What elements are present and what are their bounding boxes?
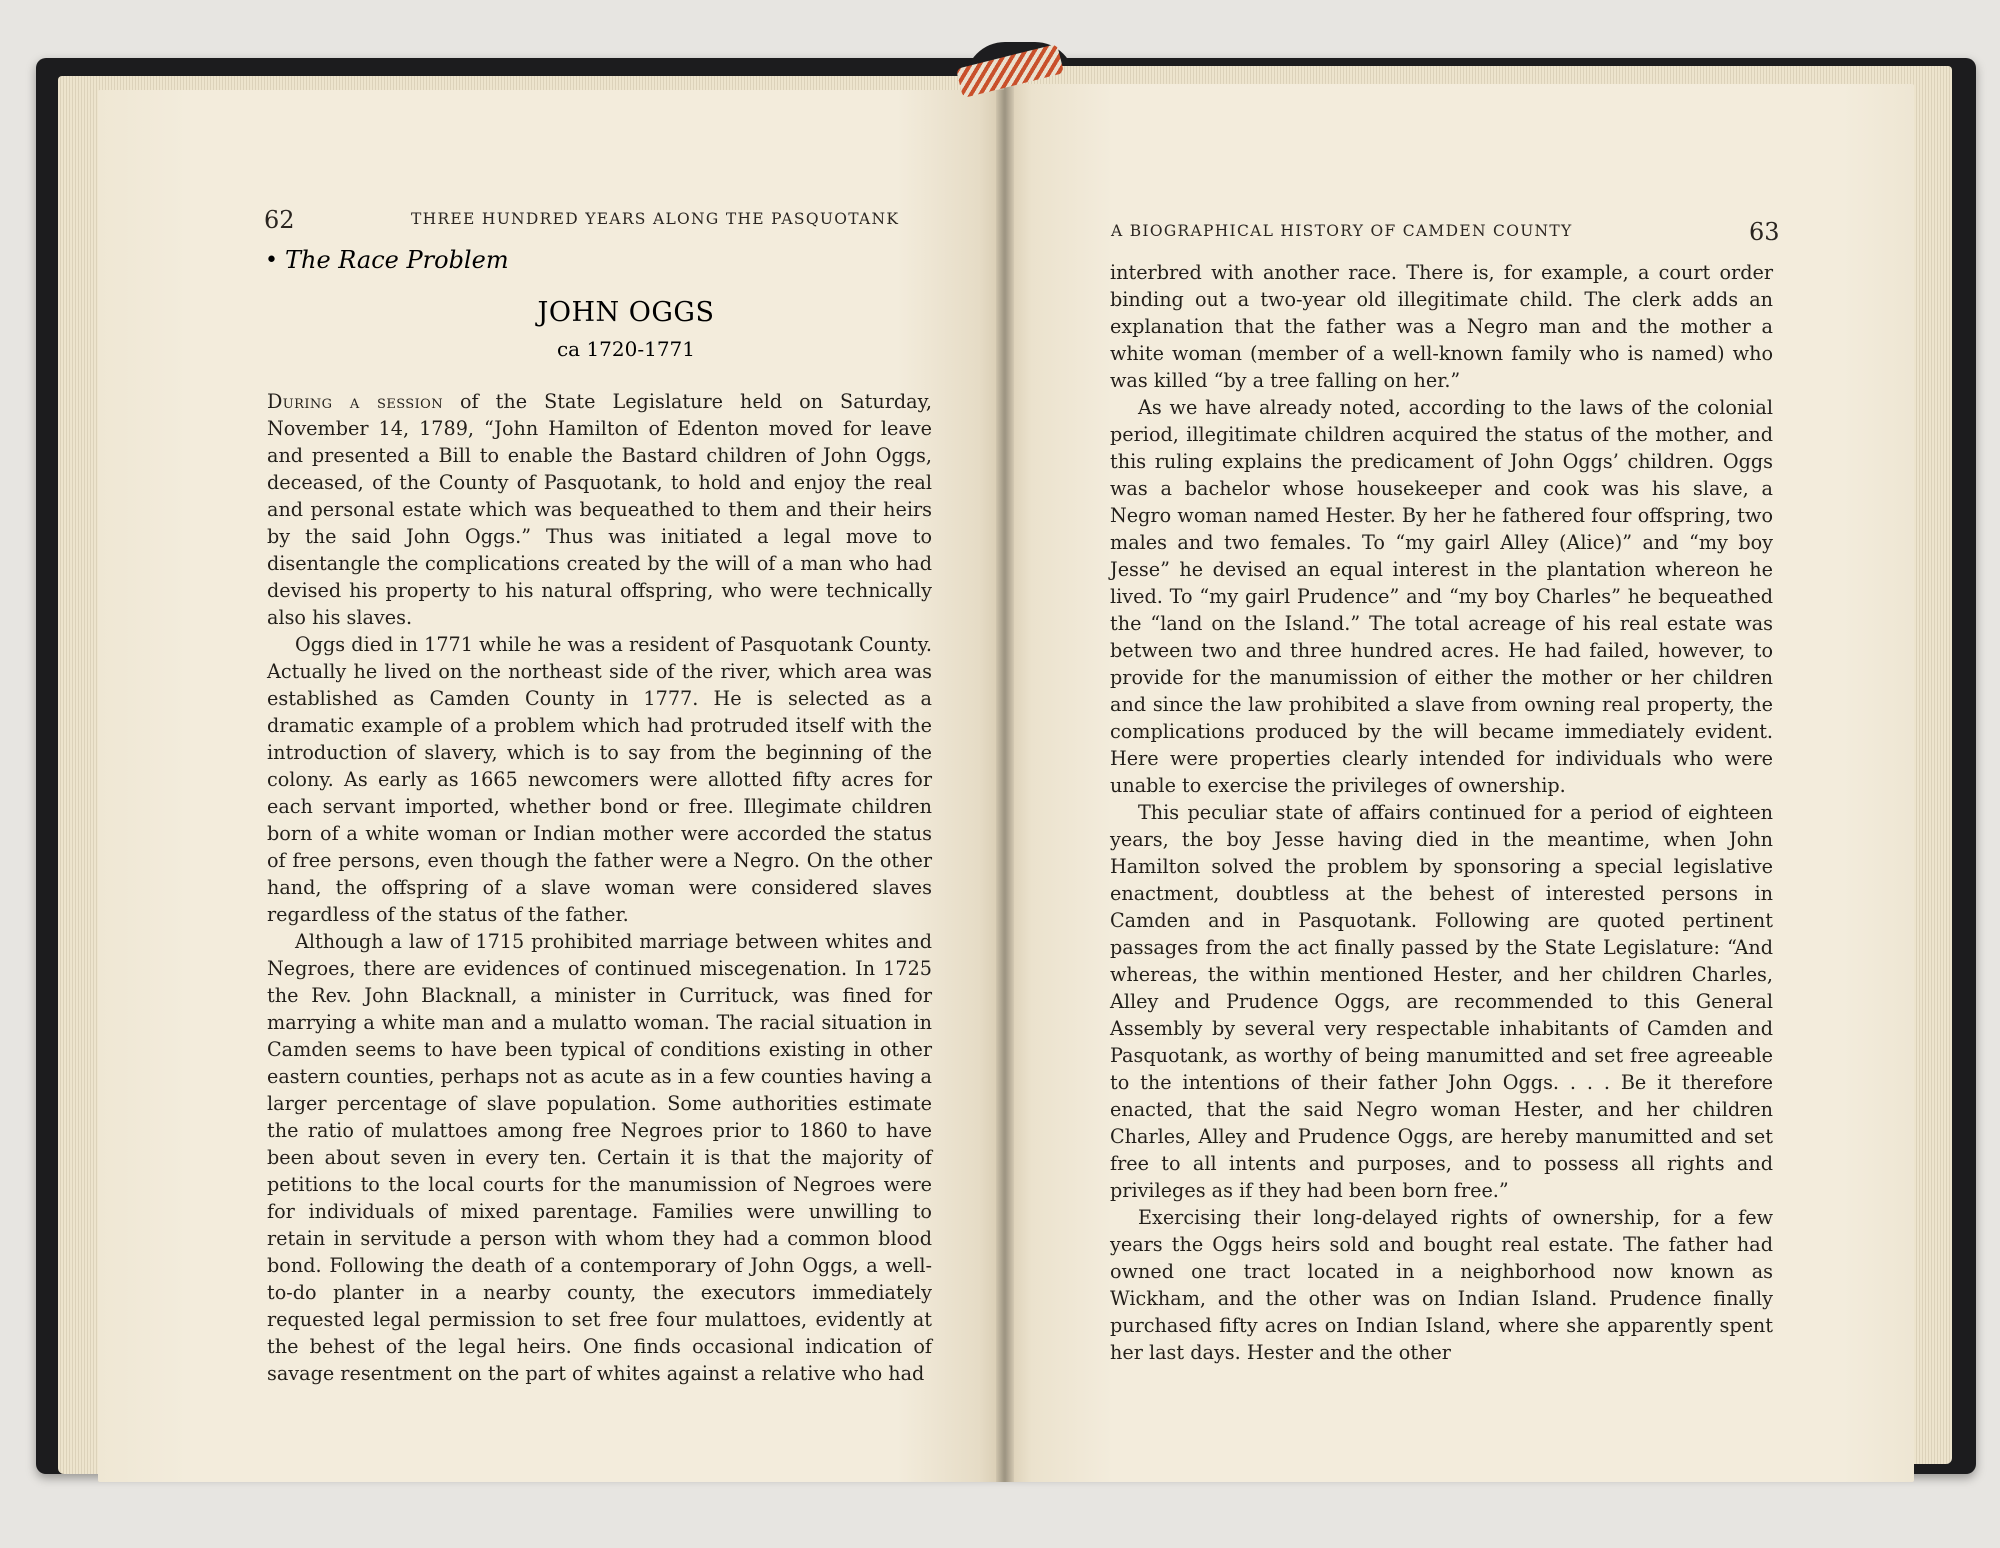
paragraph: Although a law of 1715 prohibited marriage between whites and Negroes, there are evidences of continued miscegenation. In 1725 the Rev. John Blacknall, a minister in Currituck, was fined for marrying a white man and a mulatto woman. The racial situation in Camden seems to have been typical of conditions existing in other eastern counties, perhaps not as acute as in a few counties having a larger percentage of slave population. Some authorities estimate the ratio of mulattoes among free Negroes prior to 1860 to have been about seven in every ten. Certain it is that the majority of petitions to the local courts for the manumission of Negroes were for individuals of mixed parentage. Families were unwilling to retain in servitude a person with whom they had a common blood bond. Following the death of a contemporary of John Oggs, a well-to-do planter in a nearby county, the executors immediately requested legal permission to set free four mulattoes, evidently at the behest of the legal heirs. One finds occasional indication of savage resentment on the part of whites against a relative who had [267, 930, 932, 1385]
paragraph: Exercising their long-delayed rights of ownership, for a few years the Oggs heirs sold and bought real estate. The father had owned one tract located in a neighborhood now known as Wickham, and the other was on Indian Island. Prudence finally purchased fifty acres on Indian Island, where she apparently spent her last days. Hester and the other [1110, 1206, 1773, 1364]
lead-small-caps: During a session [267, 390, 443, 413]
section-title: The Race Problem [285, 246, 509, 274]
right-page-number: 63 [1749, 218, 1780, 246]
book-gutter [996, 80, 1014, 1482]
paragraph: As we have already noted, according to the laws of the colonial period, illegitimate children acquired the status of the mother, and this ruling explains the predicament of John Oggs’ children. Oggs was a bachelor whose housekeeper and cook was his slave, a Negro woman named Hester. By her he fathered four offspring, two males and two females. To “my gairl Alley (Alice)” and “my boy Jesse” he devised an equal interest in the plantation whereon he lived. To “my gairl Prudence” and “my boy Charles” he bequeathed the “land on the Island.” The total acreage of his real estate was between two and three hundred acres. He had failed, however, to provide for the manumission of either the mother or her children and since the law prohibited a slave from owning real property, the complications produced by the will became immediately evident. Here were properties clearly intended for individuals who were unable to exercise the privileges of ownership. [1110, 396, 1773, 797]
paragraph-text: of the State Legislature held on Saturday, November 14, 1789, “John Hamilton of Edenton moved for leave and presented a Bill to enable the Bastard children of John Oggs, deceased, of the County of Pasquotank, to hold and enjoy the real and personal estate which was bequeathed to them and their heirs by the said John Oggs.” Thus was initiated a legal move to disentangle the complications created by the will of a man who had devised his property to his natural offspring, who were technically also his slaves. [267, 390, 932, 629]
paragraph: Oggs died in 1771 while he was a resident of Pasquotank County. Actually he lived on the northeast side of the river, which area was established as Camden County in 1777. He is selected as a dramatic example of a problem which had protruded itself with the introduction of slavery, which is to say from the beginning of the colony. As early as 1665 newcomers were allotted fifty acres for each servant imported, whether bond or free. Illegimate children born of a white woman or Indian mother were accorded the status of free persons, even though the father were a Negro. On the other hand, the offspring of a slave woman were considered slaves regardless of the status of the father. [267, 633, 932, 926]
left-running-head: THREE HUNDRED YEARS ALONG THE PASQUOTANK [411, 210, 900, 228]
right-running-head: A BIOGRAPHICAL HISTORY OF CAMDEN COUNTY [1111, 222, 1573, 240]
left-page-body [267, 388, 932, 1387]
article-title: JOHN OGGS [537, 297, 715, 328]
paragraph [267, 388, 932, 631]
right-page-body [1110, 259, 1773, 1366]
paragraph: interbred with another race. There is, for example, a court order binding out a two-year old illegitimate child. The clerk adds an explanation that the father was a Negro man and the mother a white woman (member of a well-known family who is named) who was killed “by a tree falling on her.” [1110, 261, 1773, 392]
paragraph: This peculiar state of affairs continued for a period of eighteen years, the boy Jesse having died in the meantime, when John Hamilton solved the problem by sponsoring a special legislative enactment, doubtless at the behest of interested persons in Camden and in Pasquotank. Following are quoted pertinent passages from the act finally passed by the State Legislature: “And whereas, the within mentioned Hester, and her children Charles, Alley and Prudence Oggs, are recommended to this General Assembly by several very respectable inhabitants of Camden and Pasquotank, as worthy of being manumitted and set free agreeable to the intentions of their father John Oggs. . . . Be it therefore enacted, that the said Negro woman Hester, and her children Charles, Alley and Prudence Oggs, are hereby manumitted and set free to all intents and purposes, and to possess all rights and privileges as if they had been born free.” [1110, 801, 1773, 1202]
left-page-number: 62 [264, 206, 295, 234]
section-bullet: • [265, 248, 278, 273]
article-dates: ca 1720-1771 [556, 337, 696, 361]
